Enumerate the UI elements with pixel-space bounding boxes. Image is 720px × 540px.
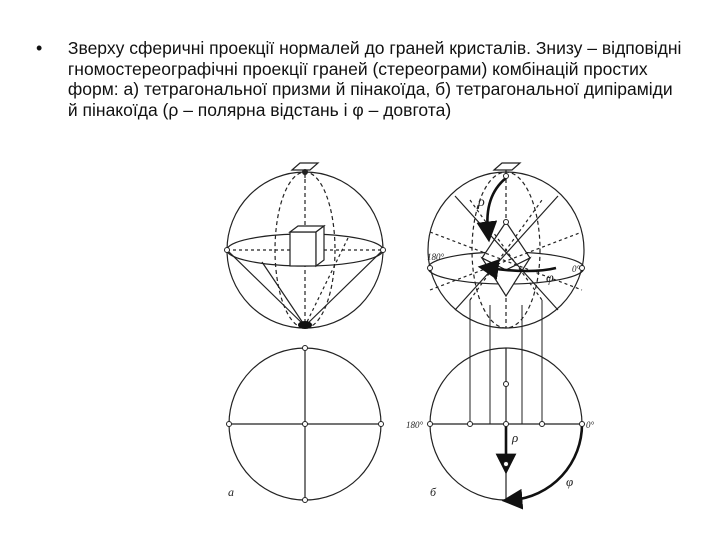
deg-180-bottom: 180°	[406, 420, 424, 430]
phi-top-label: φ	[546, 271, 554, 286]
deg-180-top: 180°	[427, 252, 445, 262]
label-a: а	[228, 485, 234, 499]
label-b: б	[430, 485, 437, 499]
sphere-a	[227, 163, 383, 328]
bullet: •	[36, 38, 43, 58]
rho-bottom-label: ρ	[512, 430, 519, 445]
phi-bottom-label: φ	[566, 474, 574, 489]
deg-0-bottom: 0°	[586, 420, 595, 430]
deg-0-top: 0°	[572, 264, 581, 274]
rho-top-label: ρ	[478, 195, 485, 210]
caption-text: Зверху сферичні проекції нормалей до граней кристалів. Знизу – відповідні гномостереографічні проекції граней (стереограми) комбінацій простих форм: а) тетрагональної призми й пінакоїда, б) тетрагональної дипіраміди й пінакоїда (ρ – полярна відстань і φ – довгота)	[67, 38, 682, 120]
